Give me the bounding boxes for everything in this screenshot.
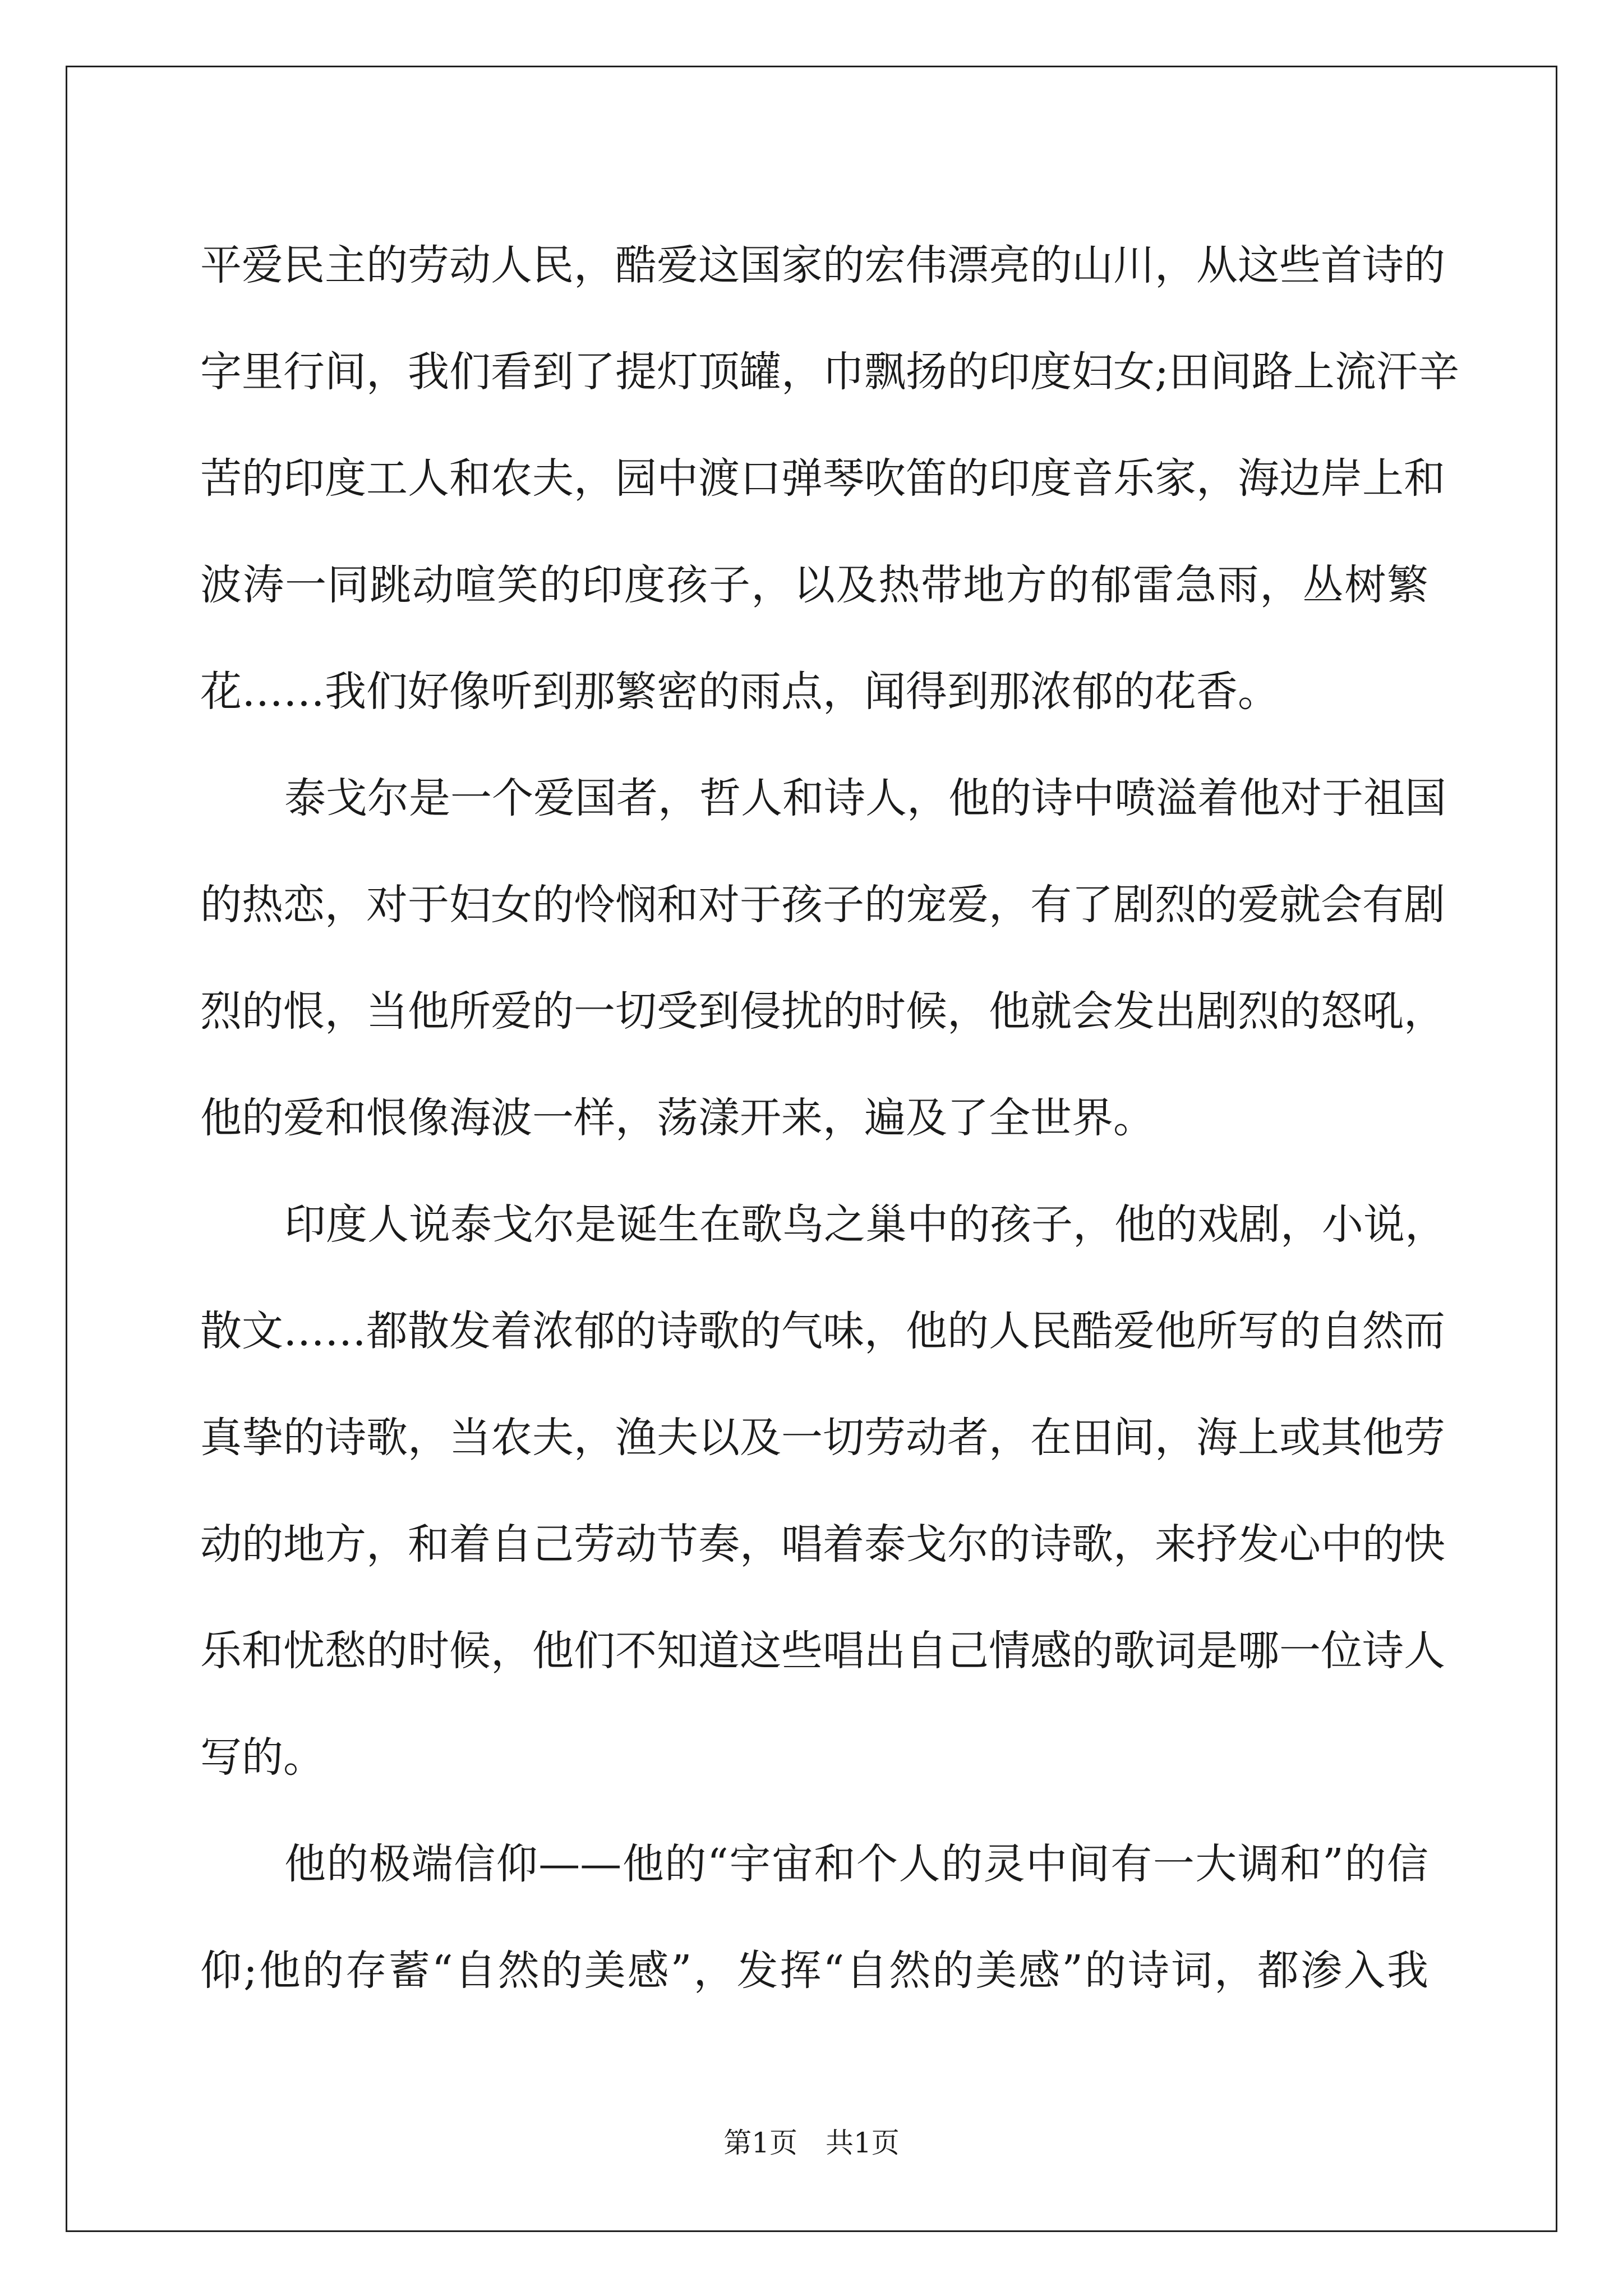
page-total: 共1页	[826, 2127, 900, 2159]
text-line: 散文……都散发着浓郁的诗歌的气味，他的人民酷爱他所写的自然而	[200, 1307, 1445, 1355]
page-footer	[0, 2126, 1623, 2160]
text-line: 苦的印度工人和农夫，园中渡口弹琴吹笛的印度音乐家，海边岸上和	[200, 454, 1445, 503]
text-line: 泰戈尔是一个爱国者，哲人和诗人，他的诗中喷溢着他对于祖国	[284, 774, 1446, 822]
text-line: 乐和忧愁的时候，他们不知道这些唱出自己情感的歌词是哪一位诗人	[200, 1627, 1445, 1675]
text-line: 他的爱和恨像海波一样，荡漾开来，遍及了全世界。	[200, 1094, 1155, 1142]
text-line: 写的。	[200, 1733, 325, 1782]
text-line: 的热恋，对于妇女的怜悯和对于孩子的宠爱，有了剧烈的爱就会有剧	[200, 881, 1445, 929]
text-line: 印度人说泰戈尔是诞生在歌鸟之巢中的孩子，他的戏剧，小说，	[284, 1200, 1446, 1249]
text-line: 仰;他的存蓄“自然的美感”，发挥“自然的美感”的诗词，都渗入我	[200, 1947, 1428, 1995]
text-line: 动的地方，和着自己劳动节奏，唱着泰戈尔的诗歌，来抒发心中的快	[200, 1520, 1445, 1568]
text-line: 花……我们好像听到那繁密的雨点，闻得到那浓郁的花香。	[200, 668, 1279, 716]
document-body	[200, 212, 1459, 2024]
page-number: 第1页	[723, 2127, 797, 2159]
text-line: 平爱民主的劳动人民，酷爱这国家的宏伟漂亮的山川，从这些首诗的	[200, 241, 1445, 289]
text-line: 真挚的诗歌，当农夫，渔夫以及一切劳动者，在田间，海上或其他劳	[200, 1414, 1445, 1462]
text-line: 烈的恨，当他所爱的一切受到侵扰的时候，他就会发出剧烈的怒吼，	[200, 987, 1445, 1036]
text-line: 他的极端信仰——他的“宇宙和个人的灵中间有一大调和”的信	[284, 1840, 1428, 1888]
text-line: 波涛一同跳动喧笑的印度孩子，以及热带地方的郁雷急雨，丛树繁	[200, 561, 1428, 609]
text-line: 字里行间，我们看到了提灯顶罐，巾飘扬的印度妇女;田间路上流汗辛	[200, 348, 1459, 396]
